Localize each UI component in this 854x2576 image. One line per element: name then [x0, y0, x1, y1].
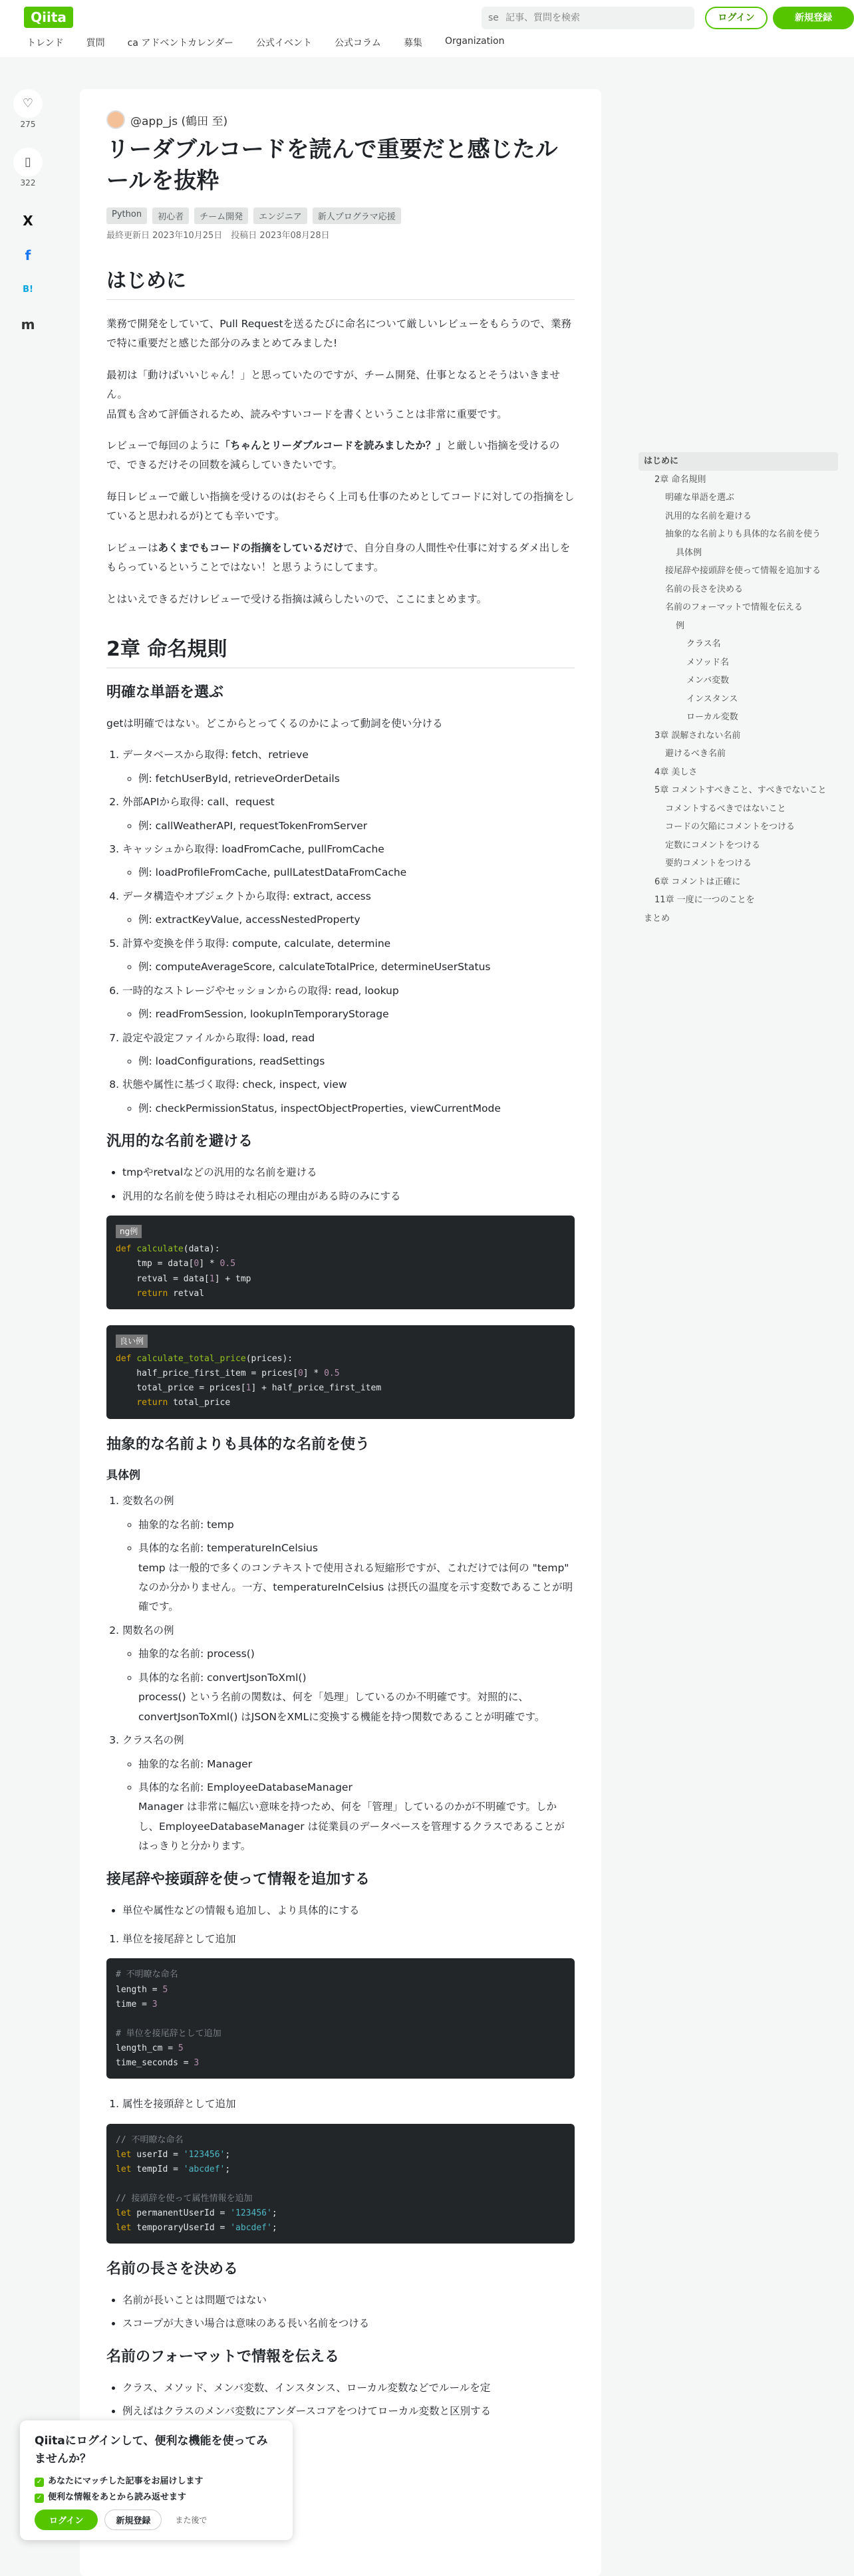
more-icon[interactable]: m: [21, 317, 35, 332]
list-item: 6. 一時的なストレージやセッションからの取得: read, lookup ◦ 例: readFromSession, lookupInTemporaryStorage: [122, 981, 575, 1025]
stock-button[interactable]: [13, 148, 43, 177]
avatar[interactable]: [106, 110, 125, 129]
toc-item[interactable]: コードの欠陥にコメントをつける: [665, 822, 795, 832]
nav-trend[interactable]: トレンド: [27, 38, 64, 49]
heading-name-length: 名前の長さを決める: [106, 2261, 239, 2278]
list-item: 3. キャッシュから取得: loadFromCache, pullFromCache ◦ 例: loadProfileFromCache, pullLatestDataFromCache: [122, 840, 575, 883]
tag[interactable]: 新人プログラマ応援: [313, 207, 401, 224]
toc-item[interactable]: まとめ: [644, 913, 670, 924]
toc-item[interactable]: メソッド名: [686, 657, 729, 668]
list-item: 1. 属性を接頭辞として追加: [122, 2095, 575, 2114]
stock-count: 322: [20, 178, 36, 188]
login-prompt: [20, 2420, 293, 2540]
heading-name-format: 名前のフォーマットで情報を伝える: [106, 2348, 340, 2365]
qiita-logo[interactable]: Qiita: [24, 7, 73, 28]
heart-icon: ♡: [22, 96, 34, 110]
article-dates: 最終更新日 2023年10月25日 投稿日 2023年08月28日: [106, 230, 330, 241]
nav-events[interactable]: 公式イベント: [256, 38, 313, 49]
toc-item[interactable]: はじめに: [639, 452, 838, 471]
prompt-benefit: ✓ 便利な情報をあとから読み返せます: [35, 2490, 278, 2503]
paragraph: 業務で開発をしていて、Pull Requestを送るたびに命名について厳しいレビューをもらうので、業務で特に重要だと感じた部分のみまとめてみました!: [106, 317, 571, 350]
code-label: ng例: [116, 1225, 142, 1238]
prompt-title: Qiitaにログインして、便利な機能を使ってみませんか？: [35, 2434, 268, 2466]
paragraph: 毎日レビューで厳しい指摘を受けるのは(おそらく上司も仕事のためとしてコードに対しての指摘をしていると思われるが)とても辛いです。: [106, 490, 575, 523]
author-name[interactable]: @app_js (鶴田 至): [130, 114, 228, 128]
toc-item[interactable]: 5章 コメントすべきこと、すべきでないこと: [654, 785, 827, 795]
nav-columns[interactable]: 公式コラム: [335, 38, 381, 49]
search-icon: se: [488, 13, 499, 23]
generic-list: [106, 1163, 575, 1206]
toc-item[interactable]: 具体例: [676, 547, 702, 558]
list-item: 7. 設定や設定ファイルから取得: load, read ◦ 例: loadConfigurations, readSettings: [122, 1029, 575, 1072]
article-title: リーダブルコードを読んで重要だと感じたルールを抜粋: [106, 136, 558, 194]
verb-list: [106, 745, 575, 1118]
code-block-suffix[interactable]: # 不明瞭な命名 length = 5 time = 3 # 単位を接尾辞として追加 length_cm = 5 time_seconds = 3: [106, 1958, 575, 2079]
toc-item[interactable]: 接尾辞や接頭辞を使って情報を追加する: [665, 566, 821, 576]
prompt-signup-button[interactable]: 新規登録: [104, 2510, 162, 2530]
list-item: 2. 関数名の例 ◦ 抽象的な名前: process() ◦ 具体的な名前: convertJsonToXml() process() という名前の関数は、何を「処理」しているのか不明確です。対照的に、convertJsonToXml() はJSONをXMLに変換する機能を持つ関数であることが明確です。: [122, 1621, 575, 1727]
prompt-benefit: ✓ あなたにマッチした記事をお届けします: [35, 2474, 278, 2487]
tag-list: [106, 207, 575, 224]
heading-suffix-prefix: 接尾辞や接頭辞を使って情報を追加する: [106, 1870, 370, 1888]
prompt-later-button[interactable]: また後で: [175, 2515, 208, 2525]
heading-concrete-names: 抽象的な名前よりも具体的な名前を使う: [106, 1436, 370, 1453]
list-item: • tmpやretvalなどの汎用的な名前を避ける: [122, 1163, 575, 1182]
concrete-list: [106, 1491, 575, 1856]
table-of-contents: [639, 452, 838, 928]
code-block-good[interactable]: 良い例 def calculate_total_price(prices): half_price_first_item = prices[0] * 0.5 total_price = prices[1] + half_price_first_item return total_price: [106, 1325, 575, 1419]
nav-organization[interactable]: Organization: [444, 36, 505, 47]
like-button[interactable]: [13, 89, 43, 118]
paragraph: とはいえできるだけレビューで受ける指摘は減らしたいので、ここにまとめます。: [106, 592, 487, 605]
list-item: 4. データ構造やオブジェクトから取得: extract, access ◦ 例: extractKeyValue, accessNestedProperty: [122, 887, 575, 930]
toc-item[interactable]: コメントするべきではないこと: [665, 803, 786, 814]
x-share-icon[interactable]: X: [23, 213, 33, 229]
toc-item[interactable]: 名前の長さを決める: [665, 584, 744, 594]
toc-item[interactable]: ローカル変数: [686, 712, 738, 722]
list-item: 2. 外部APIから取得: call、request ◦ 例: callWeatherAPI, requestTokenFromServer: [122, 793, 575, 836]
article: [80, 89, 601, 2576]
tag[interactable]: チーム開発: [194, 207, 248, 224]
hatena-share-icon[interactable]: B!: [23, 285, 33, 295]
list-item: 8. 状態や属性に基づく取得: check, inspect, view ◦ 例: checkPermissionStatus, inspectObjectProperties, viewCurrentMode: [122, 1075, 575, 1118]
list-item: 5. 計算や変換を伴う取得: compute, calculate, determine ◦ 例: computeAverageScore, calculateTotalPrice, determineUserStatus: [122, 934, 575, 977]
toc-item[interactable]: 明確な単語を選ぶ: [665, 493, 735, 503]
tag[interactable]: 初心者: [152, 207, 189, 224]
stock-icon: ▯: [25, 155, 31, 169]
list-item: • 単位や属性などの情報も追加し、より具体的にする: [122, 1901, 575, 1920]
action-rail: [13, 89, 43, 344]
code-block-ng[interactable]: ng例 def calculate(data): tmp = data[0] * 0.5 retval = data[1] + tmp return retval: [106, 1216, 575, 1309]
heading-intro: はじめに: [106, 267, 575, 300]
facebook-share-icon[interactable]: f: [25, 247, 31, 263]
list-item: 3. クラス名の例 ◦ 抽象的な名前: Manager ◦ 具体的な名前: EmployeeDatabaseManager Manager は非常に幅広い意味を持つため、何を「管理」しているのかが不明確です。しかし、EmployeeDatabaseManager は従業員のデータベースを管理するクラスであることがはっきりと分かります。: [122, 1731, 575, 1857]
tag[interactable]: エンジニア: [253, 207, 307, 224]
nav-questions[interactable]: 質問: [86, 38, 105, 49]
list-item: • クラス、メソッド、メンバ変数、インスタンス、ローカル変数などでルールを定: [122, 2379, 575, 2398]
toc-item[interactable]: 4章 美しさ: [654, 767, 698, 777]
toc-item[interactable]: メンバ変数: [686, 676, 730, 686]
list-item: • 例えばはクラスのメンバ変数にアンダースコアをつけてローカル変数と区別する: [122, 2402, 575, 2421]
toc-item[interactable]: 11章 一度に一つのことを: [654, 895, 755, 905]
site-header: [0, 0, 854, 57]
prompt-login-button[interactable]: ログイン: [35, 2510, 98, 2530]
toc-item[interactable]: インスタンス: [686, 694, 738, 704]
global-nav: [27, 36, 504, 53]
search-placeholder: 記事、質問を検索: [505, 13, 580, 23]
check-icon: ✓: [35, 2494, 44, 2503]
toc-item[interactable]: 例: [676, 620, 685, 631]
paragraph: 最初は「動けばいいじゃん！」と思っていたのですが、チーム開発、仕事となるとそうはいきません。 品質も含めて評価されるため、読みやすいコードを書くということは非常に重要です。: [106, 368, 561, 420]
toc-item[interactable]: 汎用的な名前を避ける: [665, 511, 752, 521]
heading-clear-words: 明確な単語を選ぶ: [106, 684, 224, 702]
code-block-prefix[interactable]: // 不明瞭な命名 let userId = '123456'; let tempId = 'abcdef'; // 接頭辞を使って属性情報を追加 let permanentUserId = '123456'; let temporaryUserId = 'abcdef';: [106, 2124, 575, 2244]
toc-item[interactable]: 抽象的な名前よりも具体的な名前を使う: [665, 529, 821, 539]
heading-chapter2: 2章 命名規則: [106, 636, 575, 668]
search-input[interactable]: [482, 7, 694, 29]
login-button[interactable]: ログイン: [705, 7, 768, 29]
heading-examples: 具体例: [106, 1469, 140, 1483]
tag[interactable]: Python: [106, 207, 147, 224]
toc-item[interactable]: クラス名: [686, 639, 721, 649]
list-item: 1. データベースから取得: fetch、retrieve ◦ 例: fetchUserById, retrieveOrderDetails: [122, 745, 575, 789]
list-item: • 名前が長いことは問題ではない: [122, 2291, 575, 2310]
code-label: 良い例: [116, 1335, 148, 1348]
toc-item[interactable]: 名前のフォーマットで情報を伝える: [665, 602, 803, 612]
paragraph: レビューで毎回のように「ちゃんとリーダブルコードを読みましたか？」と厳しい指摘を受けるので、できるだけその回数を減らしていきたいです。: [106, 440, 560, 471]
nav-recruit[interactable]: 募集: [403, 38, 422, 49]
paragraph: getは明確ではない。どこからとってくるのかによって動詞を使い分ける: [106, 717, 443, 729]
toc-item[interactable]: 2章 命名規則: [654, 474, 706, 485]
heading-avoid-generic: 汎用的な名前を避ける: [106, 1133, 253, 1150]
paragraph: レビューはあくまでもコードの指摘をしているだけで、自分自身の人間性や仕事に対するダメ出しをもらっているということではない！と思うようにしてます。: [106, 541, 571, 574]
toc-item[interactable]: 3章 誤解されない名前: [654, 730, 741, 741]
like-count: 275: [20, 120, 36, 129]
toc-item[interactable]: 定数にコメントをつける: [665, 840, 761, 850]
nav-advent-calendar[interactable]: ca アドベントカレンダー: [127, 38, 234, 49]
list-item: 1. 変数名の例 ◦ 抽象的な名前: temp ◦ 具体的な名前: temperatureInCelsius temp は一般的で多くのコンテキストで使用される短縮形ですが、これだけでは何の "temp" なのか分かりません。一方、temperatureInCelsius は摂氏の温度を示す変数であることが明確です。: [122, 1491, 575, 1617]
check-icon: ✓: [35, 2478, 44, 2487]
author[interactable]: [106, 110, 575, 129]
list-item: • スコープが大きい場合は意味のある長い名前をつける: [122, 2314, 575, 2333]
list-item: • 汎用的な名前を使う時はそれ相応の理由がある時のみにする: [122, 1187, 575, 1206]
toc-item[interactable]: 要約コメントをつける: [665, 858, 752, 868]
toc-item[interactable]: 避けるべき名前: [665, 749, 726, 759]
signup-button[interactable]: 新規登録: [773, 7, 854, 29]
list-item: 1. 単位を接尾辞として追加: [122, 1930, 575, 1949]
toc-item[interactable]: 6章 コメントは正確に: [654, 876, 741, 887]
